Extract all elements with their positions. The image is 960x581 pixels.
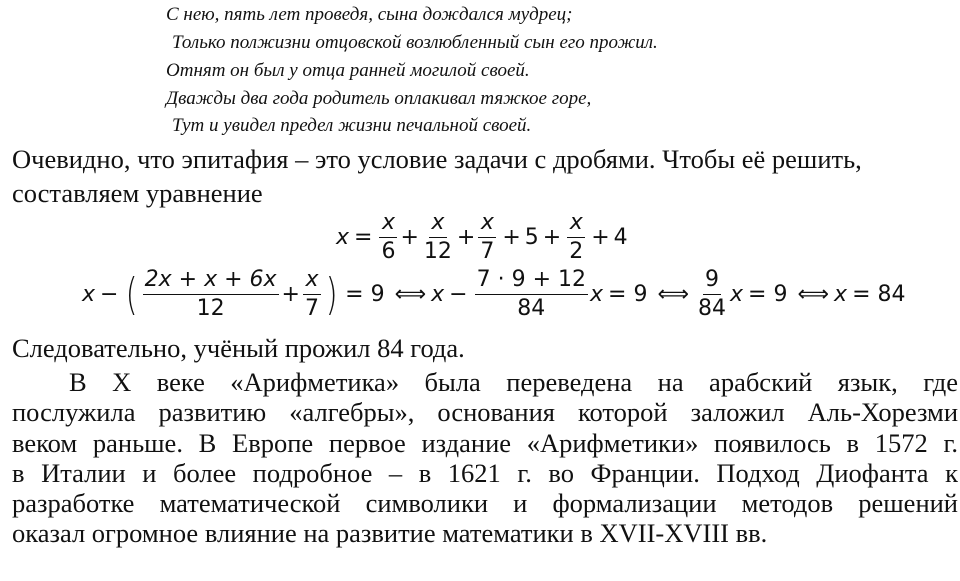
- left-paren: (: [126, 268, 139, 320]
- minus-sign: −: [449, 281, 468, 307]
- eq1-fraction-4: [567, 212, 585, 263]
- poem-line: Отнят он был у отца ранней могилой своей.: [166, 60, 530, 81]
- iff-symbol: ⟺: [657, 281, 690, 307]
- poem-line: Только полжизни отцовской возлюбленный сын его прожил.: [172, 32, 658, 53]
- fraction-denominator: 6: [381, 239, 396, 264]
- equals-nine: = 9: [608, 281, 648, 307]
- eq2-fraction-3: [475, 269, 588, 320]
- eq2-x: x: [82, 281, 96, 307]
- eq1-constant-4: 4: [613, 224, 628, 250]
- plus-sign: +: [591, 224, 610, 250]
- fraction-numerator: x: [429, 212, 447, 238]
- fraction-numerator: 2x + x + 6x: [143, 269, 279, 295]
- fraction-denominator: 7: [304, 296, 319, 321]
- paragraph-line: послужила развитию «алгебры», основания которой заложил Аль-Хорезми: [12, 397, 958, 428]
- fraction-denominator: 12: [196, 296, 225, 321]
- paragraph-line: в Италии и более подробное – в 1621 г. во Франции. Подход Диофанта к: [12, 457, 958, 488]
- eq1-fraction-1: [379, 212, 397, 263]
- equals-nine: = 9: [345, 281, 385, 307]
- equation-2: [82, 269, 910, 320]
- eq2-x: x: [431, 281, 445, 307]
- eq2-x: x: [730, 281, 744, 307]
- poem-line: С нею, пять лет проведя, сына дождался мудрец;: [166, 4, 573, 25]
- poem-line: Тут и увидел предел жизни печальной своей.: [172, 115, 532, 136]
- eq1-lhs: x: [336, 224, 350, 250]
- plus-sign: +: [456, 224, 476, 250]
- paragraph-line: разработке математической символики и формализации методов решений: [12, 488, 958, 519]
- right-paren: ): [325, 268, 338, 320]
- plus-sign: +: [542, 224, 562, 250]
- fraction-numerator: x: [478, 212, 496, 238]
- eq1-fraction-3: [478, 212, 496, 263]
- eq1-constant-5: 5: [524, 224, 539, 250]
- eq2-fraction-1: [143, 269, 279, 320]
- iff-symbol: ⟺: [797, 281, 830, 307]
- fraction-numerator: x: [567, 212, 585, 238]
- plus-sign: +: [281, 281, 300, 307]
- iff-symbol: ⟺: [394, 281, 427, 307]
- poem-line: Дважды два года родитель оплакивал тяжкое горе,: [166, 88, 592, 109]
- fraction-denominator: 84: [698, 296, 727, 321]
- fraction-numerator: x: [379, 212, 397, 238]
- fraction-numerator: 7 · 9 + 12: [475, 269, 588, 295]
- paragraph-line: веком раньше. В Европе первое издание «Арифметики» появилось в 1572 г.: [12, 427, 958, 458]
- intro-line-2: составляем уравнение: [12, 178, 263, 208]
- plus-sign: +: [502, 224, 521, 250]
- plus-sign: +: [400, 224, 419, 250]
- equals-final: = 84: [852, 281, 906, 307]
- fraction-denominator: 7: [480, 239, 495, 264]
- equation-1: [336, 212, 628, 263]
- fraction-denominator: 12: [423, 239, 452, 264]
- conclusion-line: Следовательно, учёный прожил 84 года.: [12, 333, 465, 363]
- eq1-equals: =: [354, 224, 373, 250]
- eq2-fraction-2: [303, 269, 321, 320]
- eq1-fraction-2: [422, 212, 454, 263]
- fraction-denominator: 84: [517, 296, 546, 321]
- minus-sign: −: [100, 281, 119, 307]
- history-paragraph: [12, 367, 958, 549]
- eq2-x: x: [590, 281, 604, 307]
- fraction-numerator: x: [303, 269, 321, 295]
- paragraph-line: оказал огромное влияние на развитие математики в XVII-XVIII вв.: [12, 518, 768, 549]
- eq2-fraction-4: [696, 269, 728, 320]
- eq2-x: x: [834, 281, 848, 307]
- fraction-numerator: 9: [703, 269, 721, 295]
- equals-nine: = 9: [748, 281, 788, 307]
- fraction-denominator: 2: [569, 239, 584, 264]
- intro-line-1: Очевидно, что эпитафия – это условие задачи с дробями. Чтобы её решить,: [12, 144, 862, 174]
- paragraph-line: В X веке «Арифметика» была переведена на арабский язык, где: [69, 367, 958, 397]
